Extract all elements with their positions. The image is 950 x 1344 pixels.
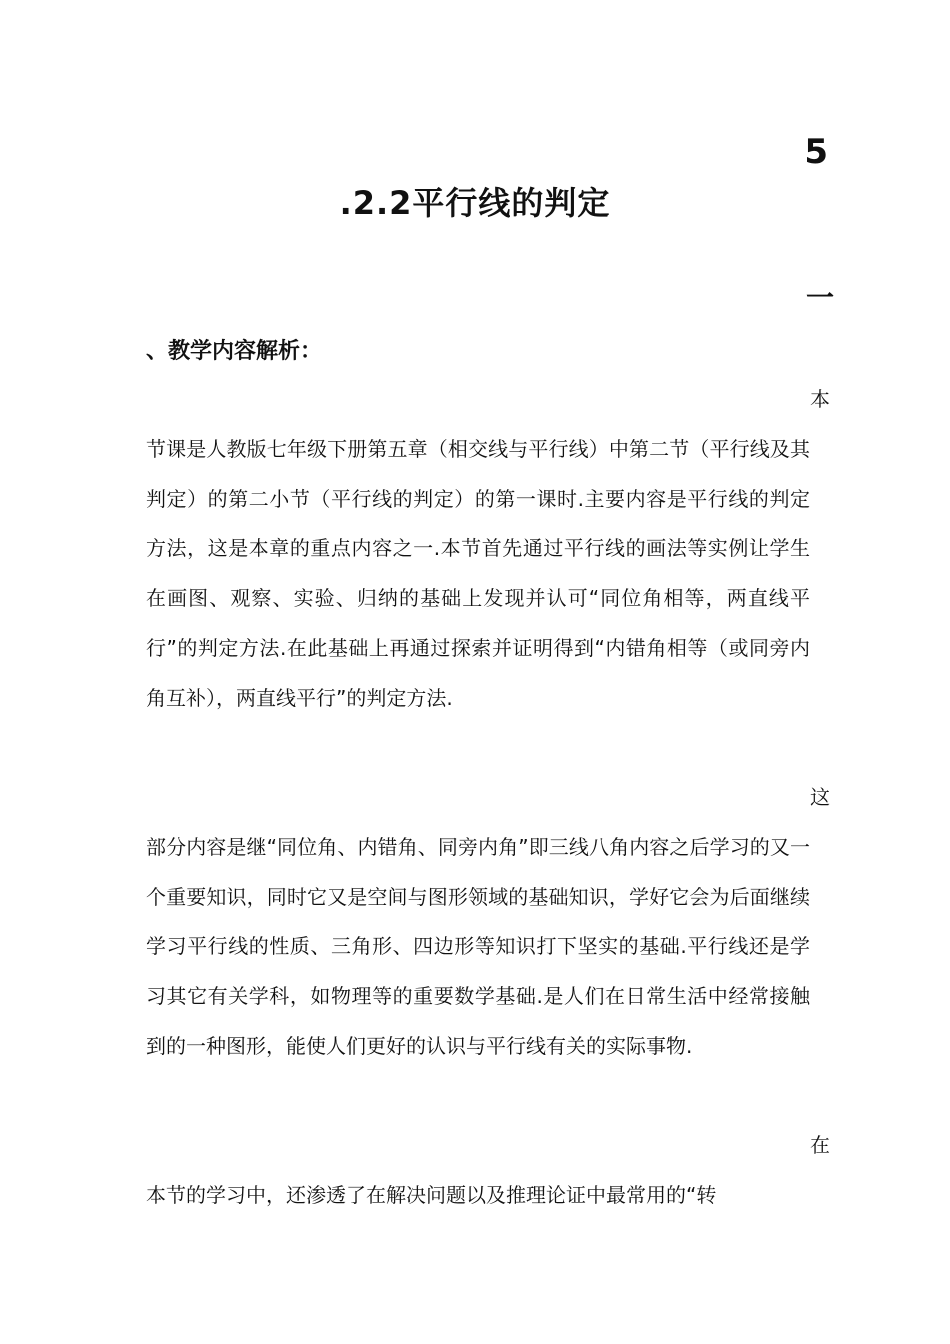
- paragraph-text: 节课是人教版七年级下册第五章（相交线与平行线）中第二节（平行线及其判定）的第二小节（平行线的判定）的第一课时.主要内容是平行线的判定方法，这是本章的重点内容之一.本节首先通过平行线的画法等实例让学生在画图、观察、实验、归纳的基础上发现并认可“同位角相等，两直线平行”的判定方法.在此基础上再通过探索并证明得到“内错角相等（或同旁内角互补），两直线平行”的判定方法.: [146, 437, 810, 710]
- section-number: 一: [805, 281, 834, 314]
- paragraph-text: 部分内容是继“同位角、内错角、同旁内角”即三线八角内容之后学习的又一个重要知识，同时它又是空间与图形领域的基础知识，学好它会为后面继续学习平行线的性质、三角形、四边形等知识打下坚实的基础.平行线还是学习其它有关学科，如物理等的重要数学基础.是人们在日常生活中经常接触到的一种图形，能使人们更好的认识与平行线有关的实际事物.: [146, 835, 810, 1058]
- paragraph-lead-char: 在: [810, 1133, 830, 1157]
- page-title: .2.2平行线的判定: [339, 184, 611, 222]
- paragraph-lead-char: 这: [810, 785, 830, 809]
- paragraph-lead-char: 本: [810, 387, 830, 411]
- paragraph-text: 本节的学习中，还渗透了在解决问题以及推理论证中最常用的“转: [146, 1183, 717, 1207]
- title-number: 5: [804, 132, 828, 172]
- section-title: 、教学内容解析：: [146, 339, 323, 364]
